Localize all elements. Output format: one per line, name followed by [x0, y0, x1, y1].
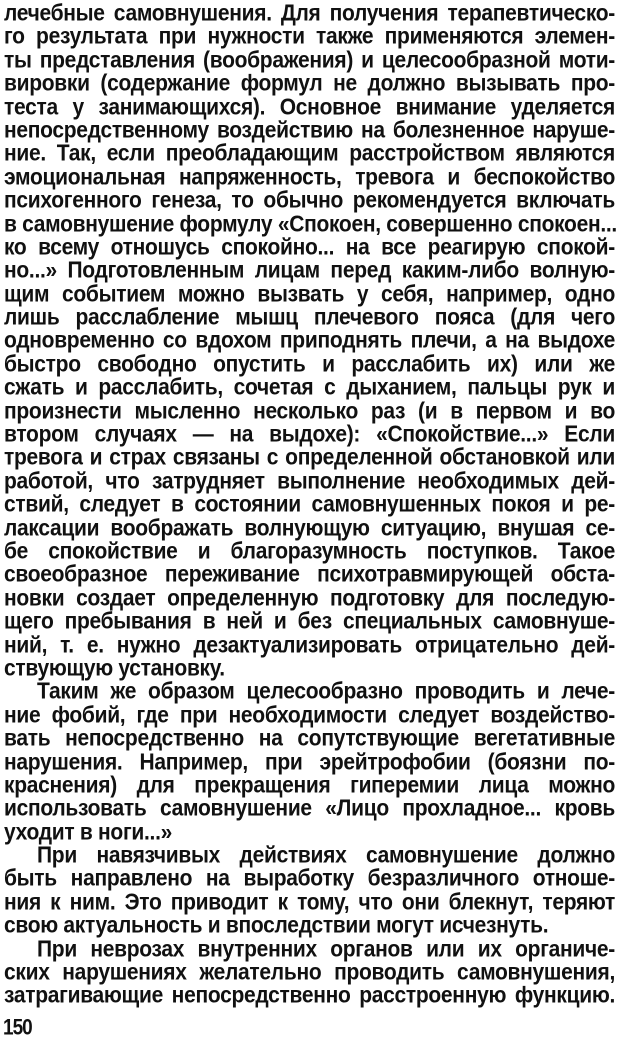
paragraph	[4, 680, 615, 844]
text-line: эмоциональная напряженность, тревога и беспокойство	[4, 164, 615, 190]
text-line: ние фобий, где при необходимости следует воздейство-	[4, 702, 615, 728]
text-line: щего пребывания в ней и без специальных самовнуше-	[4, 609, 615, 635]
text-line: свою актуальность и впоследствии могут исчезнуть.	[4, 913, 549, 939]
text-line: затрагивающие непосредственно расстроенную функцию.	[4, 983, 615, 1009]
text-line: сжать и расслабить, сочетая с дыханием, пальцы рук и	[4, 375, 615, 401]
text-line: психогенного генеза, то обычно рекомендуется включать	[4, 188, 615, 214]
text-line: нарушения. Например, при эрейтрофобии (боязни по-	[4, 749, 615, 775]
text-line: краснения) для прекращения гиперемии лица можно	[4, 772, 615, 798]
page-number: 150	[3, 1016, 32, 1041]
text-line: быстро свободно опустить и расслабить их) или же	[4, 351, 615, 377]
text-line: в самовнушение формулу «Спокоен, совершенно спокоен...	[4, 211, 617, 237]
text-line: ние. Так, если преобладающим расстройством являются	[4, 141, 615, 167]
text-line: лечебные самовнушения. Для получения терапевтическо-	[4, 1, 615, 26]
paragraph	[4, 938, 615, 1008]
text-line: своеобразное переживание психотравмирующей обста-	[4, 562, 615, 588]
text-line: ствующую установку.	[4, 656, 225, 681]
text-line: тревога и страх связаны с определенной обстановкой или	[4, 445, 615, 471]
text-line: лишь расслабление мышц плечевого пояса (для чего	[4, 305, 615, 330]
text-line: ния к ним. Это приводит к тому, что они блекнут, теряют	[4, 889, 615, 915]
text-line: лаксации воображать волнующую ситуацию, внушая се-	[4, 515, 615, 541]
paragraph	[4, 844, 615, 938]
text-line: вировки (содержание формул не должно вызывать про-	[4, 71, 615, 97]
text-line: использовать самовнушение «Лицо прохладное... кровь	[4, 796, 615, 822]
text-line: теста у занимающихся). Основное внимание уделяется	[4, 94, 615, 120]
text-line: ствий, следует в состоянии самовнушенных покоя и ре-	[4, 492, 615, 518]
text-line: Таким же образом целесообразно проводить и лече-	[37, 679, 615, 705]
text-line: уходит в ноги...»	[4, 819, 172, 845]
page-body-text	[4, 2, 615, 1008]
text-line: ний, т. е. нужно дезактуализировать отрицательно дей-	[4, 632, 615, 658]
text-line: непосредственному воздействию на болезненное наруше-	[4, 118, 615, 143]
text-line: го результата при нужности также применяются элемен-	[4, 24, 615, 50]
text-line: ты представления (воображения) и целесообразной моти-	[4, 47, 615, 73]
text-line: щим событием можно вызвать у себя, например, одно	[4, 281, 615, 307]
text-line: втором случаях — на выдохе): «Спокойствие...» Если	[4, 422, 615, 447]
text-line: При навязчивых действиях самовнушение должно	[37, 843, 615, 868]
text-line: одновременно со вдохом приподнять плечи, а на выдохе	[4, 328, 615, 354]
text-line: ко всему отношусь спокойно... на все реагирую спокой-	[4, 234, 615, 260]
text-line: но...» Подготовленным лицам перед каким-либо волную-	[4, 258, 615, 284]
text-line: вать непосредственно на сопутствующие вегетативные	[4, 726, 615, 752]
text-line: бе спокойствие и благоразумность поступков. Такое	[4, 539, 615, 564]
text-line: ских нарушениях желательно проводить самовнушения,	[4, 960, 615, 985]
text-line: новки создает определенную подготовку для последую-	[4, 585, 615, 611]
text-line: быть направлено на выработку безразличного отноше-	[4, 866, 615, 892]
text-line: произнести мысленно несколько раз (и в первом и во	[4, 398, 615, 424]
text-line: При неврозах внутренних органов или их органиче-	[37, 936, 615, 962]
text-line: работой, что затрудняет выполнение необходимых дей-	[4, 468, 615, 494]
paragraph	[4, 2, 615, 680]
